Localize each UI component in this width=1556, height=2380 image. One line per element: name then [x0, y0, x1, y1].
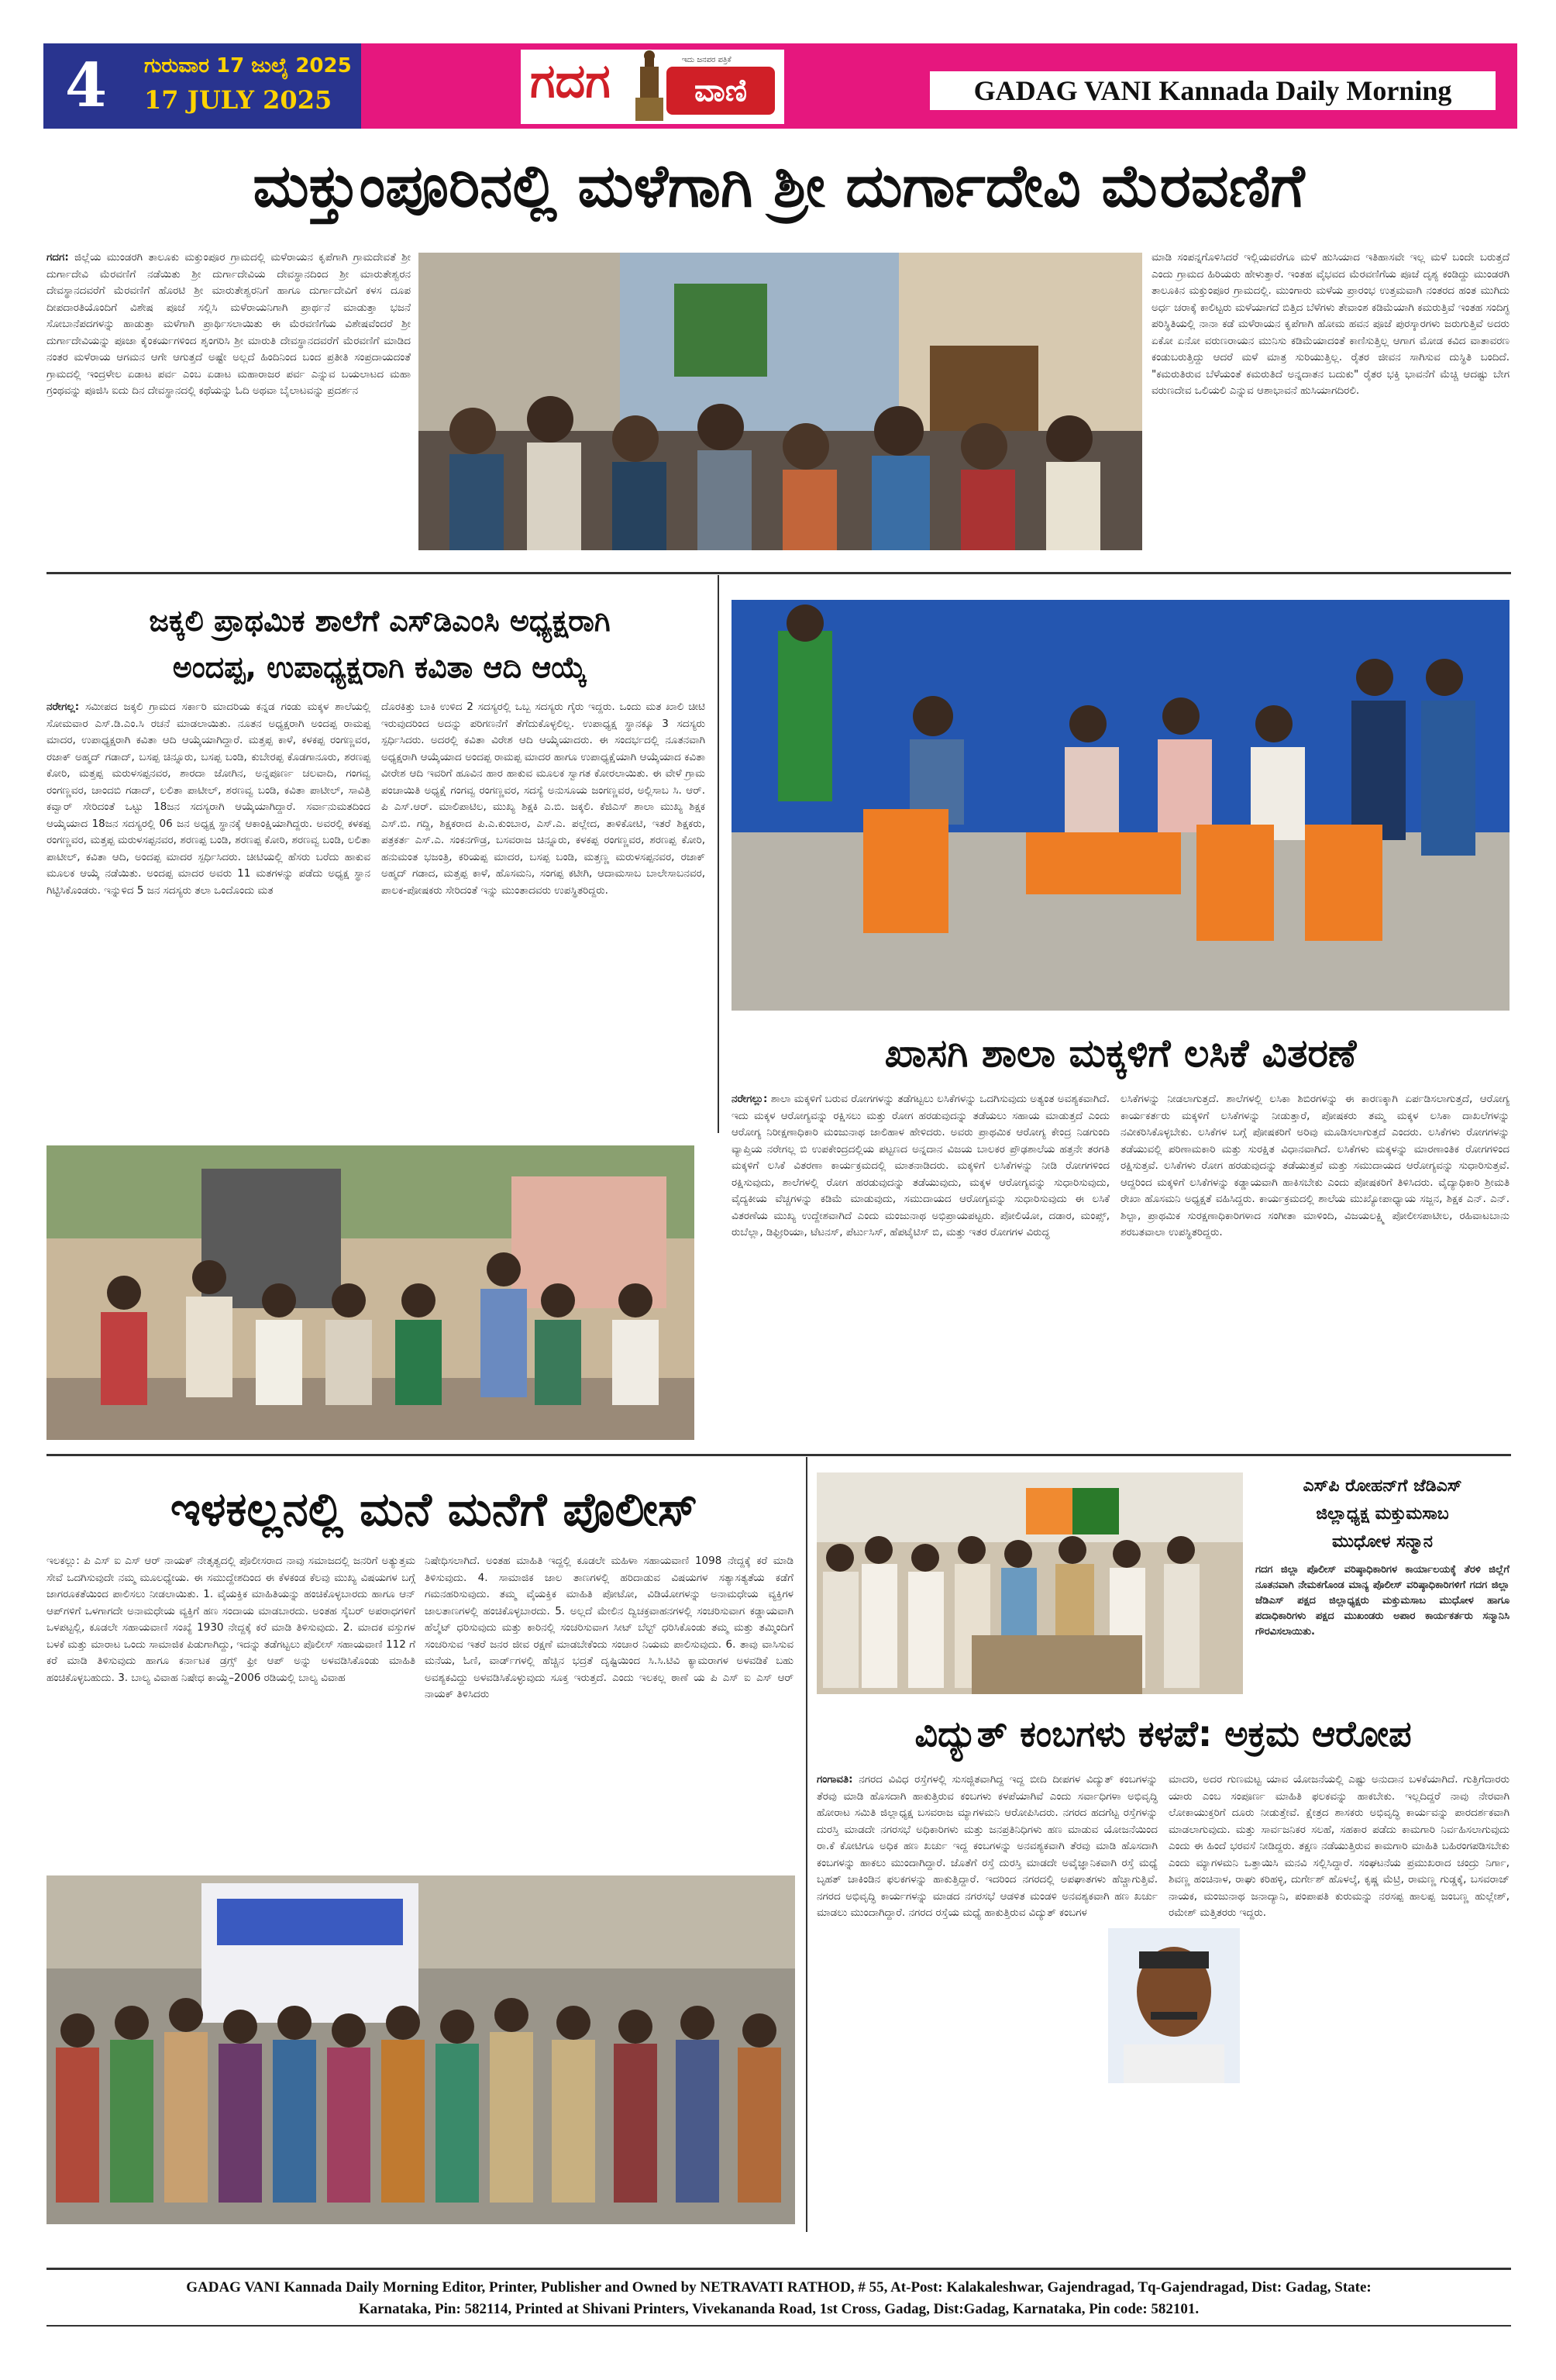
date-kannada: ಗುರುವಾರ 17 ಜುಲೈ 2025	[144, 54, 352, 77]
story6-headline: ವಿದ್ಯುತ್ ಕಂಬಗಳು ಕಳಪೆ: ಅಕ್ರಮ ಆರೋಪ	[914, 1713, 1412, 1755]
story2-column-2	[381, 699, 705, 1133]
column-divider	[806, 1457, 807, 2232]
story3-column-1	[732, 1091, 1110, 1417]
story5-body: ಗದಗ ಜಿಲ್ಲಾ ಪೊಲೀಸ್ ವರಿಷ್ಠಾಧಿಕಾರಿಗಳ ಕಾರ್ಯಾಲಯಕ್ಕೆ ತೆರಳಿ ಜಿಲ್ಲೆಗೆ ನೂತನವಾಗಿ ನೇಮಕಗೊಂಡ ಮಾನ್ಯ ಪೊಲೀಸ್ ವರಿಷ್ಠಾಧಿಕಾರಿಗಳಿಗೆ ಗದಗ ಜಿಲ್ಲಾ ಜೆಡಿಎಸ್ ಪಕ್ಷದ ಜಿಲ್ಲಾಧ್ಯಕ್ಷರು ಮಕ್ತುಮಸಾಬ ಮುಧೋಳ ಹಾಗೂ ಪದಾಧಿಕಾರಿಗಳು ಪಕ್ಷದ ಮುಖಂಡರು ಅಪಾರ ಕಾರ್ಯಕರ್ತರು ಸನ್ಮಾನಿಸಿ ಗೌರವಿಸಲಾಯಿತು.	[1255, 1564, 1510, 1638]
divider	[46, 572, 1511, 574]
story5-headline-line1: ಎಸ್‌ಪಿ ರೋಹನ್‌ಗೆ ಜೆಡಿಎಸ್	[1303, 1476, 1462, 1496]
story2-meeting-photo	[732, 600, 1510, 1011]
imprint-line-1: GADAG VANI Kannada Daily Morning Editor, Printer, Publisher and Owned by NETRAVATI RATHOD, # 55, At-Post: Kalakaleshwar, Gajendragad, Tq-Gajendragad, Dist: Gadag, State:	[186, 2279, 1372, 2296]
story3-text-1: ಶಾಲಾ ಮಕ್ಕಳಿಗೆ ಬರುವ ರೋಗಗಳನ್ನು ತಡೆಗಟ್ಟಲು ಲಸಿಕೆಗಳನ್ನು ಒದಗಿಸುವುದು ಅತ್ಯಂತ ಅವಶ್ಯಕವಾಗಿದೆ. ಇದು ಮಕ್ಕಳ ಆರೋಗ್ಯವನ್ನು ರಕ್ಷಿಸಲು ಮತ್ತು ರೋಗ ಹರಡುವುದನ್ನು ತಡೆಯಲು ಸಹಾಯ ಮಾಡುತ್ತದೆ ಎಂದು ಆರೋಗ್ಯ ನಿರೀಕ್ಷಣಾಧಿಕಾರಿ ಮಂಜುನಾಥ ಜಾಲಿಹಾಳ ಹೇಳಿದರು. ಅವರು ಪ್ರಾಥಮಿಕ ಆರೋಗ್ಯ ಕೇಂದ್ರ ನಿಡಗುಂದಿ ವ್ಯಾಪ್ತಿಯ ನರೇಗಲ್ಲ ಬಿ ಉಪಕೇಂದ್ರದಲ್ಲಿಯ ಪಟ್ಟಣದ ಅನ್ನದಾನ ವಿಜಯ ಬಾಲಕರ ಪ್ರೌಢಶಾಲೆಯ ಹತ್ತನೇ ತರಗತಿ ಮಕ್ಕಳಿಗೆ ಲಸಿಕೆ ವಿತರಣಾ ಕಾರ್ಯಕ್ರಮದಲ್ಲಿ ಮಾತನಾಡಿದರು. ಮಕ್ಕಳಿಗೆ ಲಸಿಕೆಗಳನ್ನು ನೀಡಿ ರೋಗಗಳಿಂದ ರಕ್ಷಿಸುವುದು, ಶಾಲೆಗಳಲ್ಲಿ ರೋಗ ಹರಡುವುದನ್ನು ತಡೆಯುವುದು, ಮಕ್ಕಳ ಆರೋಗ್ಯವನ್ನು ಸುಧಾರಿಸುವುದು, ವೈದ್ಯಕೀಯ ವೆಚ್ಚಗಳನ್ನು ಕಡಿಮೆ ಮಾಡುವುದು, ಸಮುದಾಯದ ಆರೋಗ್ಯವನ್ನು ಸುಧಾರಿಸುವುದು ಈ ಲಸಿಕೆ ವಿತರಣೆಯ ಮುಖ್ಯ ಉದ್ದೇಶವಾಗಿದೆ ಎಂದು ಮಂಜುನಾಥ ಅಭಿಪ್ರಾಯಪಟ್ಟರು. ಪೋಲಿಯೋ, ದಡಾರ, ಮಂಪ್ಸ್, ರುಬೆಲ್ಲಾ, ಡಿಫ್ತೀರಿಯಾ, ಟೆಟನಸ್, ಪೆರ್ಟುಸಿಸ್, ಹೆಪಟೈಟಿಸ್ ಬಿ, ಮತ್ತು ಇತರ ರೋಗಗಳ ವಿರುದ್ಧ	[732, 1093, 1110, 1238]
logo-text: ಗದಗ	[530, 54, 611, 108]
story3-dateline: ನರೇಗಲ್ಲು:	[732, 1093, 768, 1105]
story4-text-1: ಇಲಕಲ್ಲು: ಪಿ ಎಸ್ ಐ ಎಸ್ ಆರ್ ನಾಯಕ್ ನೇತೃತ್ವದಲ್ಲಿ ಪೊಲೀಸರಾದ ನಾವು ಸಮಾಜದಲ್ಲಿ ಜನರಿಗೆ ಅತ್ಯುತ್ತಮ ಸೇವೆ ಒದಗಿಸುವುದೇ ನಮ್ಮ ಮೂಲಧ್ಯೇಯ. ಈ ಸಮುದ್ದೇಶದಿಂದ ಈ ಕೆಳಕಂಡ ಕೆಲವು ಮುಖ್ಯ ವಿಷಯಗಳ ಬಗ್ಗೆ ಜಾಗರೂಕತೆಯಿಂದ ಪಾಲಿಸಲು ನೀಡಲಾಯಿತು. 1. ವೈಯಕ್ತಿಕ ಮಾಹಿತಿಯನ್ನು ಹಂಚಿಕೊಳ್ಳಬಾರದು ಹಾಗೂ ಆನ್ ಆಪ್‌ಗಳಿಗೆ ಒಳಗಾಗದೇ ಅನಾಮಧೇಯ ವ್ಯಕ್ತಿಗೆ ಹಣ ಸಂದಾಯ ಮಾಡಬಾರದು. ಅಂತಹ ಸೈಬರ್ ಅಪರಾಧಗಳಿಗೆ ಒಳಪಟ್ಟಲ್ಲಿ, ಕೂಡಲೇ ಸಹಾಯವಾಣಿ ಸಂಖ್ಯೆ 1930 ನೇದ್ದಕ್ಕೆ ಕರೆ ಮಾಡಿ ತಿಳಿಸುವುದು. 2. ಮಾದಕ ವಸ್ತುಗಳ ಬಳಕೆ ಮತ್ತು ಮಾರಾಟ ಒಂದು ಸಾಮಾಜಿಕ ಪಿಡುಗಾಗಿದ್ದು, ಇದನ್ನು ತಡೆಗಟ್ಟಲು ಪೊಲೀಸ್ ಸಹಾಯವಾಣಿ 112 ಗೆ ಕರೆ ಮಾಡಿ ತಿಳಿಸುವುದು ಹಾಗೂ ಕರ್ನಾಟಕ ಡ್ರಗ್ಸ್ ಫ್ರೀ ಆಪ್ ಅನ್ನು ಅಳವಡಿಸಿಕೊಂಡು ಮಾಹಿತಿ ಹಂಚಿಕೊಳ್ಳಬಹುದು. 3. ಬಾಲ್ಯ ವಿವಾಹ ನಿಷೇಧ ಕಾಯ್ದೆ–2006 ರಡಿಯಲ್ಲಿ ಬಾಲ್ಯ ವಿವಾಹ	[46, 1555, 415, 1684]
story4-headline: ಇಳಕಲ್ಲನಲ್ಲಿ ಮನೆ ಮನೆಗೆ ಪೊಲೀಸ್	[170, 1483, 698, 1537]
english-title: GADAG VANI Kannada Daily Morning	[973, 75, 1452, 106]
imprint-line-2: Karnataka, Pin: 582114, Printed at Shivani Printers, Vivekananda Road, 1st Cross, Gadag, Dist:Gadag, Karnataka, Pin code: 582101.	[358, 2301, 1200, 2317]
story5-felicitation-photo	[817, 1472, 1243, 1694]
story2-felicitation-photo	[46, 1145, 694, 1440]
story5-headline-line3: ಮುಧೋಳ ಸನ್ಮಾನ	[1332, 1532, 1433, 1552]
story1-text-2: ಮಾಡಿ ಸಂಪನ್ನಗೊಳಿಸಿದರೆ ಇಲ್ಲಿಯವರೆಗೂ ಮಳೆ ಹುಸಿಯಾದ ಇತಿಹಾಸವೇ ಇಲ್ಲ ಮಳೆ ಬಂದೇ ಬರುತ್ತದೆ ಎಂದು ಗ್ರಾಮದ ಹಿರಿಯರು ಹೇಳುತ್ತಾರೆ. ಇಂತಹ ವೈಭವದ ಮೆರವಣಿಗೆಯ ಪೂಜೆ ದೃಶ್ಯ ಕಂಡಿದ್ದು ಮುಂಡರಗಿ ತಾಲೂಕಿನ ಮಕ್ತುಂಪೂರ ಗ್ರಾಮದಲ್ಲಿ. ಮುಂಗಾರು ಮಳೆಯ ಪ್ರಾರಂಭ ಉತ್ತಮವಾಗಿ ನಂತರದ ಹಂತ ಮುಗಿದು ಅರ್ಧ ಚರಾಕ್ಕೆ ಕಾಲಿಟ್ಟರು ಮಳೆಯಾಗದೆ ಬಿತ್ತಿದ ಬೆಳೆಗಳು ತೇವಾಂಶ ಕಡಿಮೆಯಾಗಿ ಕಮರುತ್ತಿವೆ ಇಂತಹ ಸಂದಿಗ್ಧ ಪರಿಸ್ಥಿತಿಯಲ್ಲಿ ನಾನಾ ಕಡೆ ಮಳೆರಾಯನ ಕೃಪೆಗಾಗಿ ಹೋಮ ಹವನ ಪೂಜೆ ಪುರಸ್ಕಾರಗಳು ಜರುಗುತ್ತಿವೆ ಅದರು ಏಕೋ ಏನೋ ವರುಣರಾಯನ ಮುನಿಸು ಕಡಿಮೆಯಾದಂತೆ ಕಾಣಿಸುತ್ತಿಲ್ಲ ಆಗಾಗ ಮೋಡ ಕವಿದ ವಾತಾವರಣ ಕಂಡುಬರುತ್ತಿದ್ದು ಆದರೆ ಮಳೆ ಮಾತ್ರ ಸುರಿಯುತ್ತಿಲ್ಲ. ರೈತರ ಜೀವನ ಸಾಗಿಸುವ ದುಸ್ಥಿತಿ ಬಂದಿದೆ. "ಕಮರುತಿರುವ ಬೆಳೆಯಂತೆ ಕಮರುತಿದೆ ಅನ್ನದಾತನ ಬದುಕು" ರೈತರ ಭಕ್ತಿ ಭಾವನೆಗೆ ಮೆಚ್ಚಿ ಆದಷ್ಟು ಬೇಗ ವರುಣದೇವ ಒಲಿಯಲಿ ಎನ್ನುವ ಆಶಾಭಾವನೆ ಹುಸಿಯಾಗದಿರಲಿ.	[1152, 251, 1510, 397]
logo-vani: ವಾಣಿ	[666, 67, 775, 115]
column-divider	[718, 575, 719, 1133]
footer-rule	[46, 2268, 1511, 2270]
divider	[46, 1454, 1511, 1456]
story1-procession-photo	[418, 253, 1142, 550]
imprint	[46, 2277, 1511, 2320]
story2-column-1	[46, 699, 370, 1133]
story4-text-2: ನಿಷೇಧಿಸಲಾಗಿದೆ. ಅಂತಹ ಮಾಹಿತಿ ಇದ್ದಲ್ಲಿ ಕೂಡಲೇ ಮಹಿಳಾ ಸಹಾಯವಾಣಿ 1098 ನೇದ್ದಕ್ಕೆ ಕರೆ ಮಾಡಿ ತಿಳಿಸುವುದು. 4. ಸಾಮಾಜಿಕ ಜಾಲ ತಾಣಗಳಲ್ಲಿ ಹರಿದಾಡುವ ವಿಷಯಗಳ ಸತ್ಯಾಸತ್ಯತೆಯ ಕಡೆಗೆ ಗಮನಹರಿಸುವುದು. ತಮ್ಮ ವೈಯಕ್ತಿಕ ಮಾಹಿತಿ ಪೋಟೋ, ವಿಡಿಯೋಗಳನ್ನು ಅನಾಮಧೇಯ ವ್ಯಕ್ತಿಗಳ ಜಾಲತಾಣಗಳಲ್ಲಿ ಹಂಚಿಕೊಳ್ಳಬಾರದು. 5. ಅಲ್ಲದೆ ಮೇಲಿನ ದ್ವಿಚಕ್ರವಾಹನಗಳಲ್ಲಿ ಸಂಚರಿಸುವಾಗ ಕಡ್ಡಾಯವಾಗಿ ಹೆಲ್ಮೆಟ್ ಧರಿಸುವುದು ಮತ್ತು ಕಾರಿನಲ್ಲಿ ಸಂಚರಿಸುವಾಗ ಸೀಟ್ ಬೆಲ್ಟ್ ಧರಿಸಿಕೊಂಡು ತಮ್ಮ ಮತ್ತು ತಮ್ಮಿಂದಿಗೆ ಸಂಚರಿಸುವ ಇತರೆ ಜನರ ಜೀವ ರಕ್ಷಣೆ ಮಾಡಬೇಕೆಂದು ಸಂಚಾರ ನಿಯಮ ಪಾಲಿಸುವುದು. 6. ತಾವು ವಾಸಿಸುವ ಮನೆಯ, ಓಣಿ, ವಾರ್ಡ್‌ಗಳಲ್ಲಿ ಹೆಚ್ಚಿನ ಭದ್ರತೆ ದೃಷ್ಟಿಯಿಂದ ಸಿ.ಸಿ.ಟಿವಿ ಕ್ಯಾಮರಾಗಳ ಅಳವಡಿಕೆ ಬಹು ಅವಶ್ಯಕವಿದ್ದು ಅಳವಡಿಸಿಕೊಳ್ಳುವುದು ಸೂಕ್ತ ಇರುತ್ತದೆ. ಎಂದು ಇಲಕಲ್ಲ ಠಾಣೆ ಯ ಪಿ ಎಸ್ ಐ ಎಸ್ ಆರ್ ನಾಯಕ್ ತಿಳಿಸಿದರು	[425, 1555, 793, 1700]
story4-police-awareness-photo	[46, 1875, 795, 2224]
story2-text-2: ದೊರಕಿತ್ತು ಬಾಕಿ ಉಳಿದ 2 ಸದಸ್ಯರಲ್ಲಿ ಒಬ್ಬ ಸದಸ್ಯರು ಗೈರು ಇದ್ದರು. ಒಂದು ಮತ ಖಾಲಿ ಚೀಟಿ ಇರುವುದರಿಂದ ಅದನ್ನು ಪರಿಗಣನೆಗೆ ತೆಗೆದುಕೊಳ್ಳಲಿಲ್ಲ. ಉಪಾಧ್ಯಕ್ಷ ಸ್ಥಾನಕ್ಕೂ 3 ಸದಸ್ಯರು ಸ್ಪರ್ಧಿಸಿದರು. ಅದರಲ್ಲಿ ಕವಿತಾ ವಿರೇಶ ಆದಿ ಆಯ್ಕೆಯಾದರು. ಈ ಸಂದರ್ಭದಲ್ಲಿ ನೂತನವಾಗಿ ಅಧ್ಯಕ್ಷರಾಗಿ ಆಯ್ಕೆಯಾದ ಅಂದಪ್ಪ ರಾಮಪ್ಪ ಮಾದರ ಹಾಗೂ ಉಪಾಧ್ಯಕ್ಷೆಯಾಗಿ ಆಯ್ಕೆಯಾದ ಕವಿತಾ ವೀರೇಶ ಆದಿ ಇವರಿಗೆ ಹೂವಿನ ಹಾರ ಹಾಕುವ ಮೂಲಕ ಸ್ವಾಗತ ಕೋರಲಾಯಿತು. ಈ ವೇಳೆ ಗ್ರಾಮ ಪಂಚಾಯಿತಿ ಅಧ್ಯಕ್ಷೆ ಗಂಗವ್ವ ರಂಗಣ್ಣವರ, ಸದಸ್ಯೆ ಅನುಸೂಯ ಜಂಗಣ್ಣವರ, ಅಲ್ಲಿಸಾಬ ಸಿ. ಆರ್. ಪಿ ಎಸ್.ಆರ್. ಮಾಲಿಪಾಟಿಲ, ಮುಖ್ಯ ಶಿಕ್ಷಕಿ ಎ.ಬಿ. ಜಕ್ಕಲಿ. ಕೆಜಿಎಸ್ ಶಾಲಾ ಮುಖ್ಯ ಶಿಕ್ಷಕ ಎಸ್.ಬಿ. ಗದ್ದಿ, ಶಿಕ್ಷಕರಾದ ಪಿ.ಎ.ಕುಂಬಾರ, ಎಸ್.ಎ. ಪಲ್ಲೇದ, ತಾಳಿಕೋಟಿ, ಇತರೆ ಶಿಕ್ಷಕರು, ಪತ್ರಕರ್ತ ಎಸ್.ಎ. ಸಂಕನಗೌಡ್ರ, ಬಸವರಾಜ ಚಿನ್ನೂರು, ಕಳಕಪ್ಪ ರಂಗಣ್ಣವರ, ಶರಣಪ್ಪ ಕೋರಿ, ಹನುಮಂತ ಭಜಂತ್ರಿ, ಕರಿಯಪ್ಪ ಮಾದರ, ಬಸಪ್ಪ ಬಂಡಿ, ಮತ್ತಣ್ಣ ಮರುಳಸಪ್ಪನವರ, ರಜಾಕ್ ಅಹ್ಮದ್ ಗಡಾದ, ಮತ್ತಪ್ಪ ಕಾಳೆ, ಹೊಸಮನಿ, ಸಂಗಪ್ಪ ಕಟೀಗಿ, ಆದಾಮಸಾಬ ಬಾಲೇಸಾಬನವರ, ಪಾಲಕ-ಪೋಷಕರು ಸೇರಿದಂತೆ ಇನ್ನು ಮುಂತಾದವರು ಉಪಸ್ಥಿತರಿದ್ದರು.	[381, 701, 705, 897]
logo-tagline: ಇದು ಜನಪರ ಪತ್ರಿಕೆ	[682, 56, 732, 64]
story2-headline-line1: ಜಕ್ಕಲಿ ಪ್ರಾಥಮಿಕ ಶಾಲೆಗೆ ಎಸ್‌ಡಿಎಂಸಿ ಅಧ್ಯಕ್ಷರಾಗಿ	[149, 604, 611, 638]
story6-text-2: ಮಾದರಿ, ಅದರ ಗುಣಮಟ್ಟ ಯಾವ ಯೋಜನೆಯಲ್ಲಿ ಎಷ್ಟು ಅನುದಾನ ಬಳಕೆಯಾಗಿದೆ. ಗುತ್ತಿಗೆದಾರರು ಯಾರು ಎಂಬ ಸಂಪೂರ್ಣ ಮಾಹಿತಿ ಫಲಕವನ್ನು ಹಾಕಬೇಕು. ಇಲ್ಲದಿದ್ದರೆ ನಾವು ನೇರವಾಗಿ ಲೋಕಾಯುಕ್ತರಿಗೆ ದೂರು ನೀಡುತ್ತೇವೆ. ಕ್ಷೇತ್ರದ ಶಾಸಕರು ಅಭಿವೃದ್ಧಿ ಕಾರ್ಯವನ್ನು ಪಾರದರ್ಶಕವಾಗಿ ಮಾಡಲಾಗುವುದು. ಮತ್ತು ಸಾರ್ವಜನಿಕರ ಸಲಹೆ, ಸಹಕಾರ ಪಡೆದು ಕಾಮಗಾರಿ ನಿರ್ವಹಿಸಲಾಗುವುದು ಎಂದು ಈ ಹಿಂದೆ ಭರವಸೆ ನೀಡಿದ್ದರು. ತಕ್ಷಣ ನಡೆಯುತ್ತಿರುವ ಕಾಮಗಾರಿ ಮಾಹಿತಿ ಬಹಿರಂಗಪಡಿಸಬೇಕು ಎಂದು ಮ್ಯಾಗಳಮನಿ ಒತ್ತಾಯಿಸಿ ಮನವಿ ಸಲ್ಲಿಸಿದ್ದಾರೆ. ಸಂಘಟನೆಯ ಪ್ರಮುಖರಾದ ಚಂದ್ರು ನಿರ್ಗಾ, ಶಿವಣ್ಣ ಹಂಚಿನಾಳ, ರಾಘು ಕರಿಹಳ್ಳಿ, ದುರ್ಗೇಶ್ ಹೊಳಲ್ಕೆ, ಕೃಷ್ಣ ಮೆಟ್ರಿ, ರಾಮಣ್ಣ ಗುಡ್ಡಕ್ಕೆ, ಬಸವರಾಜ್ ನಾಯಕ, ಮಂಜುನಾಥ ಜನಾದ್ಯಾನಿ, ಪಂಪಾಪತಿ ಕುರುಮನ್ನು ನರಸಪ್ಪ ಹಾಲಪ್ಪ ಜಂಬಣ್ಣ ಹುಲ್ಲೇಶ್, ರಮೇಶ್ ಮತ್ತಿತರರು ಇದ್ದರು.	[1169, 1773, 1510, 1919]
story3-column-2	[1121, 1091, 1510, 1417]
story1-text-1: ಜಿಲ್ಲೆಯ ಮುಂಡರಗಿ ತಾಲೂಕು ಮಕ್ತುಂಪೂರ ಗ್ರಾಮದಲ್ಲಿ ಮಳೆರಾಯನ ಕೃಪೆಗಾಗಿ ಗ್ರಾಮದೇವತೆ ಶ್ರೀ ದುರ್ಗಾದೇವಿ ಮೆರವಣಿಗೆ ನಡೆಯಿತು ಶ್ರೀ ದುರ್ಗಾದೇವಿಯ ದೇವಸ್ಥಾನದಿಂದ ಶ್ರೀ ಮಾರುತೇಶ್ವರನ ದೇವಸ್ಥಾನದವರೆಗೆ ಮೆರವಣಿಗೆ ಹೊರಟಿ ಶ್ರೀ ಮಾರುತೇಶ್ವರನಿಗೆ ಹಾಗೂ ದುರ್ಗಾದೇವಿಗೆ ಕಳಸ ದೂಪ ದೀಪದಾರತಿಯೊಂದಿಗೆ ವಿಶೇಷ ಪೂಜೆ ಸಲ್ಲಿಸಿ ಮಳೆರಾಯನಿಗಾಗಿ ಪ್ರಾರ್ಥನೆ ಮಾಡುತ್ತಾ ಭಜನೆ ಸೋಬಾನೆಪದಗಳನ್ನು ಹಾಡುತ್ತಾ ಮಳೆಗಾಗಿ ಪ್ರಾರ್ಥಿಸಲಾಯಿತು ಈ ಮೆರವಣಿಗೆಯ ವಿಶೇಷವೆಂದರೆ ಶ್ರೀ ದುರ್ಗಾದೇವಿಯನ್ನು ಪೂಜಾ ಕೈಂಕರ್ಯಗಳಿಂದ ಶೃಂಗರಿಸಿ ಶ್ರೀ ಮಾರುತಿ ದೇವಸ್ಥಾನದವರೆಗೆ ಮೆರವಣಿಗೆ ಮಾಡಿದ ನಂತರ ಮಳೆರಾಯ ಆಗಮನ ಆಗೇ ಆಗುತ್ತದೆ ಅಷ್ಟೇ ಅಲ್ಲದೆ ಹಿಂದಿನಿಂದ ಬಂದ ಪ್ರತೀತಿ ಸಂಪ್ರದಾಯದಂತೆ ಗ್ರಾಮದಲ್ಲಿ ಇಂದ್ರಳೇಲ ಏಡಾಟ ಪರ್ವ ಎಂಬ ಏಡಾಟ ಮಹಾರಾಜರ ಪರ್ವ ಎನ್ನುವ ಬಯಲಾಟದ ಮಹಾ ಗ್ರಂಥವನ್ನು ಪೂಜಿಸಿ ಐದು ದಿನ ದೇವಸ್ಥಾನದಲ್ಲಿ ಕಥೆಯನ್ನು ಓದಿ ಅಥವಾ ಬೈಲಾಟವನ್ನು ಪ್ರದರ್ಶನ	[46, 251, 411, 397]
story6-text-1: ನಗರದ ವಿವಿಧ ರಸ್ತೆಗಳಲ್ಲಿ ಸುಸಜ್ಜಿತವಾಗಿದ್ದ ಇದ್ದ ಬೀದಿ ದೀಪಗಳ ವಿದ್ಯುತ್ ಕಂಬಗಳನ್ನು ತೆರವು ಮಾಡಿ ಹೊಸದಾಗಿ ಹಾಕುತ್ತಿರುವ ಕಂಬಗಳು ಕಳಪೆಯಾಗಿವೆ ಎಂದು ಸರ್ವಾಧಿಗಳಾ ಅಭಿವೃದ್ಧಿ ಹೋರಾಟ ಸಮಿತಿ ಜಿಲ್ಲಾಧ್ಯಕ್ಷ ಬಸವರಾಜ ಮ್ಯಾಗಳಮನಿ ಆರೋಪಿಸಿದರು. ನಗರದ ಹದಗೆಟ್ಟ ರಸ್ತೆಗಳನ್ನು ದುರಸ್ತಿ ಮಾಡದೇ ನಗರಸಭೆ ಅಧಿಕಾರಿಗಳು ಮತ್ತು ಜನಪ್ರತಿನಿಧಿಗಳು ಹಣ ಮಾಡುವ ಯೋಜನೆಯಿಂದ ರಾ.ಕೆ ಕೋಟಿಗೂ ಅಧಿಕ ಹಣ ಖರ್ಚು ಇದ್ದ ಕಂಬಗಳನ್ನು ಅನವಶ್ಯಕವಾಗಿ ತೆರವು ಮಾಡಿ ಹೊಸದಾಗಿ ಕಂಬಗಳನ್ನು ಹಾಕಲು ಮುಂದಾಗಿದ್ದಾರೆ. ಜೊತೆಗೆ ರಸ್ತೆ ದುರಸ್ತಿ ಮಾಡದೇ ಅವೈಜ್ಞಾನಿಕವಾಗಿ ರಸ್ತೆ ಮಧ್ಯೆ ಬೃಹತ್ ಚಾಕಿಂಡಿನ ಫಲಕಗಳನ್ನು ಹಾಕುತ್ತಿದ್ದಾರೆ. ಇದರಿಂದ ನಗರದಲ್ಲಿ ಅಪಘಾತಗಳು ಹೆಚ್ಚಾಗುತ್ತಿವೆ. ನಗರದ ಅಭಿವೃದ್ಧಿ ಕಾರ್ಯಗಳನ್ನು ಮಾಡದ ನಗರಸಭೆ ಆಡಳಿತ ಮಂಡಳಿ ಅನವಶ್ಯಕವಾಗಿ ಹಣ ಖರ್ಚು ಮಾಡಲು ಮುಂದಾಗಿದ್ದಾರೆ. ನಗರದ ರಸ್ತೆಯ ಮಧ್ಯೆ ಹಾಕುತ್ತಿರುವ ವಿದ್ಯುತ್ ಕಂಬಗಳ	[817, 1773, 1158, 1919]
story4-column-2	[425, 1553, 793, 1860]
story6-dateline: ಗಂಗಾವತಿ:	[817, 1773, 853, 1786]
story6-column-1	[817, 1772, 1158, 2226]
story3-headline: ಖಾಸಗಿ ಶಾಲಾ ಮಕ್ಕಳಿಗೆ ಲಸಿಕೆ ವಿತರಣೆ	[884, 1031, 1357, 1076]
story3-text-2: ಲಸಿಕೆಗಳನ್ನು ನೀಡಲಾಗುತ್ತದೆ. ಶಾಲೆಗಳಲ್ಲಿ ಲಸಿಕಾ ಶಿಬಿರಗಳನ್ನು ಈ ಕಾರಣಕ್ಕಾಗಿ ಏರ್ಪಡಿಸಲಾಗುತ್ತದೆ, ಆರೋಗ್ಯ ಕಾರ್ಯಕರ್ತರು ಮಕ್ಕಳಿಗೆ ಲಸಿಕೆಗಳನ್ನು ನೀಡುತ್ತಾರೆ, ಪೋಷಕರು ತಮ್ಮ ಮಕ್ಕಳ ಲಸಿಕಾ ದಾಖಲೆಗಳನ್ನು ನವೀಕರಿಸಿಕೊಳ್ಳಬೇಕು. ಲಸಿಕೆಗಳ ಬಗ್ಗೆ ಪೋಷಕರಿಗೆ ಅರಿವು ಮೂಡಿಸಲಾಗುತ್ತದೆ ಎಂದರು. ಲಸಿಕೆಗಳು ರೋಗಗಳನ್ನು ತಡೆಯುವಲ್ಲಿ ಪರಿಣಾಮಕಾರಿ ಮತ್ತು ಸುರಕ್ಷಿತ ವಿಧಾನವಾಗಿದೆ. ಲಸಿಕೆಗಳು ಮಕ್ಕಳನ್ನು ಮಾರಣಾಂತಿಕ ರೋಗಗಳಿಂದ ರಕ್ಷಿಸುತ್ತವೆ. ಲಸಿಕೆಗಳು ರೋಗ ಹರಡುವುದನ್ನು ತಡೆಯುತ್ತವೆ ಮತ್ತು ಸಮುದಾಯದ ಆರೋಗ್ಯವನ್ನು ಸುಧಾರಿಸುತ್ತವೆ. ಆದ್ದರಿಂದ ಮಕ್ಕಳಿಗೆ ಲಸಿಕೆಗಳನ್ನು ಕಡ್ಡಾಯವಾಗಿ ಹಾಕಿಸಬೇಕು ಎಂದು ಪೋಷಕರಿಗೆ ತಿಳಿಸಿದರು. ವೈದ್ಯಾಧಿಕಾರಿ ಶ್ರೀಮತಿ ರೇಖಾ ಹೊಸಮನಿ ಅಧ್ಯಕ್ಷತೆ ವಹಿಸಿದ್ದರು. ಕಾರ್ಯಕ್ರಮದಲ್ಲಿ ಶಾಲೆಯ ಮುಖ್ಯೋಪಾಧ್ಯಾಯ ಸಜ್ಜನ, ಶಿಕ್ಷಕ ಎನ್. ಎನ್. ಶಿಲ್ಪಾ, ಪ್ರಾಥಮಿಕ ಸುರಕ್ಷಣಾಧಿಕಾರಿಗಳಾದ ಸಂಗೀತಾ ಮಾಳಿಂದಿ, ವಿಜಯಲಕ್ಷ್ಮಿ ಪೋಲೀಸಪಾಟೀಲ, ರಹಿವಾಟಬಾನು ಶರಬತವಾಲಾ ಉಪಸ್ಥಿತರಿದ್ದರು.	[1121, 1093, 1510, 1238]
story6-column-2	[1169, 1772, 1510, 2226]
date-english: 17 JULY 2025	[144, 85, 332, 115]
story2-headline-line2: ಅಂದಪ್ಪ, ಉಪಾಧ್ಯಕ್ಷರಾಗಿ ಕವಿತಾ ಆದಿ ಆಯ್ಕೆ	[172, 650, 587, 684]
story1-dateline: ಗದಗ:	[46, 251, 69, 263]
story2-dateline: ನರೇಗಲ್ಲ:	[46, 701, 80, 713]
story1-headline: ಮಕ್ತುಂಪೂರಿನಲ್ಲಿ ಮಳೆಗಾಗಿ ಶ್ರೀ ದುರ್ಗಾದೇವಿ ಮೆರವಣಿಗೆ	[253, 151, 1305, 220]
story4-column-1	[46, 1553, 415, 1860]
story5-headline-line2: ಜಿಲ್ಲಾಧ್ಯಕ್ಷ ಮಕ್ತುಮಸಾಬ	[1316, 1504, 1449, 1524]
story1-column-2	[1152, 250, 1510, 560]
page-number: 4	[43, 43, 129, 129]
story1-column-1	[46, 250, 411, 560]
story2-text-1: ಸಮೀಪದ ಜಕ್ಕಲಿ ಗ್ರಾಮದ ಸರ್ಕಾರಿ ಮಾದರಿಯ ಕನ್ನಡ ಗಂಡು ಮಕ್ಕಳ ಶಾಲೆಯಲ್ಲಿ ಸೋಮವಾರ ಎಸ್.ಡಿ.ಎಂ.ಸಿ ರಚನೆ ಮಾಡಲಾಯಿತು. ನೂತನ ಅಧ್ಯಕ್ಷರಾಗಿ ಅಂದಪ್ಪ ರಾಮಪ್ಪ ಮಾದರ, ಉಪಾಧ್ಯಕ್ಷರಾಗಿ ಕವಿತಾ ಆದಿ ಆಯ್ಕೆಯಾಗಿದ್ದಾರೆ. ಮತ್ತಪ್ಪ ಕಾಳೆ, ಕಳಕಪ್ಪ ರಂಗಣ್ಣವರ, ರಜಾಕ್ ಅಹ್ಮದ್ ಗಡಾದ್, ಬಸಪ್ಪ ಚಿನ್ನೂರು, ಬಸಪ್ಪ ಬಂಡಿ, ಕುಬೇರಪ್ಪ ಕೊಡಗಾನೂರು, ಶರಣಪ್ಪ ಕೋರಿ, ಮತ್ತಪ್ಪ ಮರುಳಸಪ್ಪನವರ, ಶಾರದಾ ಜೋಗಿನ, ಅನ್ನಪೂರ್ಣ ಚಲವಾದಿ, ಗಂಗವ್ವ ರಂಗಣ್ಣವರ, ಚಾಂದಬಿ ಗಡಾದ್, ಲಲಿತಾ ಪಾಟೀಲ್, ಶರಣವ್ವ ಬಂಡಿ, ಕವಿತಾ ಪಾಟೀಲ್, ಸಾವಿತ್ರಿ ಕವ್ವಾರ್ ಸೇರಿದಂತೆ ಒಟ್ಟು 18ಜನ ಸದಸ್ಯರಾಗಿ ಆಯ್ಕೆಯಾಗಿದ್ದಾರೆ. ಸರ್ವಾನುಮತದಿಂದ ಆಯ್ಕೆಯಾದ 18ಜನ ಸದಸ್ಯರಲ್ಲಿ 06 ಜನ ಅಧ್ಯಕ್ಷ ಸ್ಥಾನಕ್ಕೆ ಆಕಾಂಕ್ಷಿಯಾಗಿದ್ದರು. ಅವರಲ್ಲಿ ಕಳಕಪ್ಪ ರಂಗಣ್ಣವರ, ಮತ್ತಪ್ಪ ಮರುಳಸಪ್ಪನವರ, ಶರಣಪ್ಪ ಬಂಡಿ, ಶರಣಪ್ಪ ಕೋರಿ, ಶರಣವ್ವ ಬಂಡಿ, ಲಲಿತಾ ಪಾಟೀಲ್, ಕವಿತಾ ಆದಿ, ಅಂದಪ್ಪ ಮಾದರ ಸ್ಪರ್ಧಿಸಿದರು. ಚೀಟಿಯಲ್ಲಿ ಹೆಸರು ಬರೆದು ಹಾಕುವ ಮೂಲಕ ಆಯ್ಕೆ ನಡೆಯಿತು. ಅಂದಪ್ಪ ಮಾದರ ಅವರು 11 ಮತಗಳನ್ನು ಪಡೆದು ಅಧ್ಯಕ್ಷ ಸ್ಥಾನ ಗಿಟ್ಟಿಸಿಕೊಂಡರು. ಇನ್ನುಳಿದ 5 ಜನ ಸದಸ್ಯರು ತಲಾ ಒಂದೊಂದು ಮತ	[46, 701, 370, 897]
footer-rule	[46, 2325, 1511, 2327]
statue-icon	[629, 50, 670, 124]
